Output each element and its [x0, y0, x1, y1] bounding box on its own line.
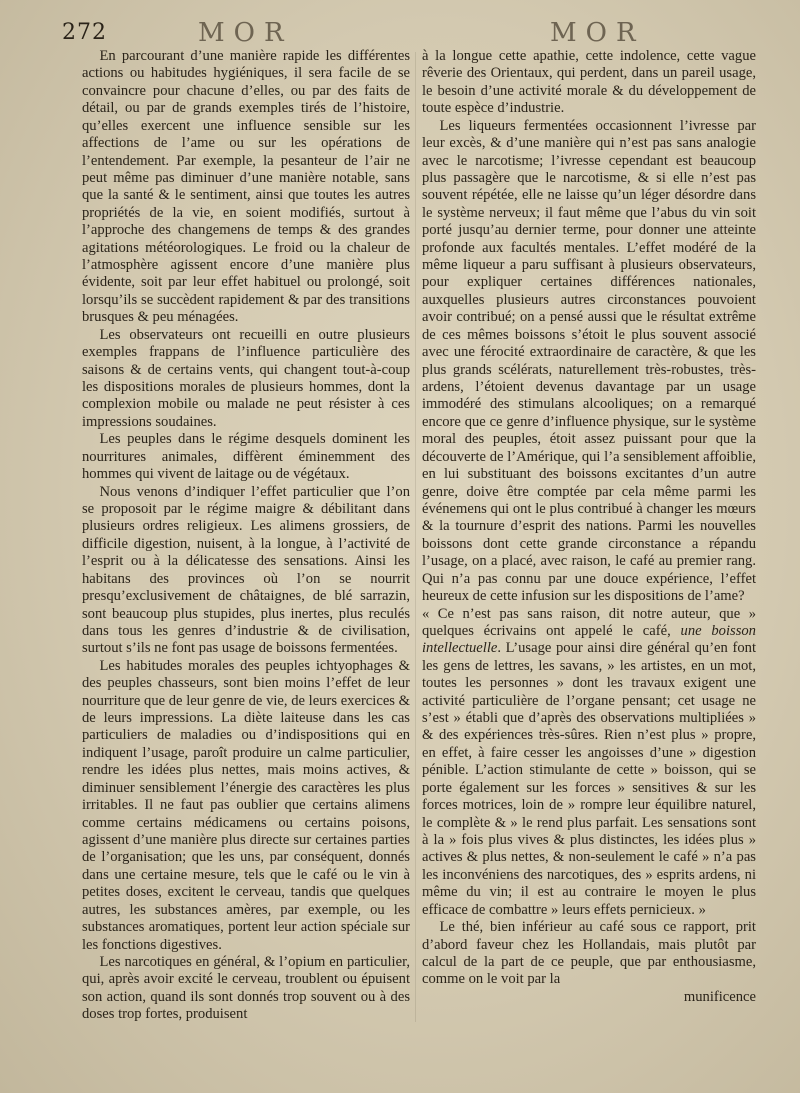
- quotation-text: . L’usage pour ainsi dire général qu’en font les gens de lettres, les savans, » les artistes, en un mot, toutes les personnes » dont les travaux exigent une activité particulière de l’organe pensant; cet usage ne s’est » établi que d’après des observations multipliées » & des expériences très-sûres. Rien n’est plus » propre, en effet, à faire cesser les angoisses d’une » digestion pénible. L’action stimulante de cette » boisson, qui se porte également sur les forces » sensitives & sur les forces motrices, loin de » rompre leur équilibre naturel, le complète & » le rend plus parfait. Les sensations sont à la » fois plus vives & plus distinctes, les idées plus » actives & plus nettes, & non-seulement le café » n’a pas les inconvéniens des narcotiques, des » esprits ardens, ni même du vin; il est au contraire le moyen le plus efficace de combattre » leurs effets pernicieux. »: [422, 640, 756, 918]
- paragraph: Les liqueurs fermentées occasionnent l’ivresse par leur excès, & d’une manière qui n’est pas sans analogie avec le narcotisme; l’ivresse cependant est beaucoup plus passagère que le narcotisme, & si elle n’est pas souvent répétée, elle ne laisse qu’un léger désordre dans le système nerveux; il faut même que l’abus du vin soit porté jusqu’au dernier terme, pour donner une atteinte profonde aux facultés mentales. L’effet modéré de la même liqueur a paru suffisant à plusieurs observateurs, pour expliquer certaines différences nationales, auxquelles plusieurs autres circonstances pouvoient avoir contribué; on a pensé aussi que le résultat extrême de ces mêmes boissons s’étoit le plus souvent associé avec une férocité extraordinaire de caractère, & que les plus grands scélérats, naturellement très-robustes, très-ardens, l’étoient devenus davantage par un usage immodéré des stimulans alcooliques; on a remarqué encore que ce genre d’influence physique, sur le système moral des peuples, étoit assez puissant pour que la découverte de l’Amérique, qui l’a sensiblement affoiblie, en lui substituant des boissons excitantes d’un autre genre, doive être comptée par cela même parmi les événemens qui ont le plus contribué à changer les mœurs & la tournure d’esprit des nations. Parmi les nouvelles boissons dont cette grande circonstance a répandu l’usage, on a placé, avec raison, le café au premier rang. Qui n’a pas connu par une douce expérience, l’effet heureux de cette infusion sur les dispositions de l’ame?: [422, 117, 756, 605]
- paragraph: Les habitudes morales des peuples ichtyophages & des peuples chasseurs, sont bien moins l’effet de leur nourriture que de leur genre de vie, de leurs exercices & de leurs impressions. La diète laiteuse dans les cas particuliers de maladies ou d’indispositions qui en indiquent l’usage, paroît produire un calme particulier, rendre les idées plus nettes, mais moins actives, & diminuer sensiblement l’énergie des caractères les plus irritables. Il ne faut pas oublier que certains alimens comme certains médicamens ou certains poisons, agissent d’une manière plus directe sur certaines parties de l’organisation; que les uns, par conséquent, donnés dans une certaine mesure, tels que le café ou le vin à petites doses, excitent le cerveau, tandis que quelques autres, les substances amères, par exemple, ou les substances aromatiques, portent leur action spéciale sur les fonctions digestives.: [82, 657, 410, 953]
- paragraph: Les observateurs ont recueilli en outre plusieurs exemples frappans de l’influence particulière des saisons & de certains vents, qui changent tout-à-coup les dispositions morales de plusieurs hommes, dont la complexion mobile ou malade ne peut résister à ces impressions soudaines.: [82, 326, 410, 430]
- quotation-text: « Ce n’est pas sans raison, dit notre auteur, que » quelques écrivains ont appelé le café,: [422, 605, 756, 639]
- page-header: [0, 14, 800, 50]
- running-head-left: MOR: [198, 18, 293, 48]
- paragraph: Les narcotiques en général, & l’opium en particulier, qui, après avoir excité le cerveau, troublent ou épuisent son action, quand ils sont donnés trop souvent ou à des doses trop fortes, produisent: [82, 953, 410, 1023]
- quotation: [422, 606, 756, 920]
- catchword: munificence: [683, 988, 756, 1005]
- paragraph: Nous venons d’indiquer l’effet particulier que l’on se proposoit par le régime maigre & débilitant dans plusieurs ordres religieux. Les alimens grossiers, de difficile digestion, nuisent, à la longue, à l’activité de l’esprit ou à la délicatesse des sensations. Ainsi les habitans des provinces où l’on se nourrit presqu’exclusivement de châtaignes, de blé sarrazin, sont beaucoup plus stupides, plus inertes, plus reculés dans tous les genres d’industrie & de civilisation, surtout s’ils ne font pas usage de boissons fermentées.: [82, 483, 410, 657]
- running-head-right: MOR: [550, 18, 645, 48]
- paragraph-continued: à la longue cette apathie, cette indolence, cette vague rêverie des Orientaux, qui perdent, dans un pareil usage, le besoin d’une activité morale & du développement de toute espèce d’industrie.: [422, 48, 756, 117]
- paragraph: En parcourant d’une manière rapide les différentes actions ou habitudes hygiéniques, il sera facile de se convaincre pour chacune d’elles, ou par des faits de détail, ou par de grands exemples tirés de l’histoire, qu’elles exercent une influence sensible sur les affections de l’ame ou sur les opérations de l’entendement. Par exemple, la pesanteur de l’air ne peut même pas diminuer d’une manière notable, sans que la santé & le sentiment, ainsi que toutes les autres propriétés de la vie, en soient modifiés, surtout à l’approche des changemens de temps & des grandes agitations météorologiques. Le froid ou la chaleur de l’atmosphère agissent encore d’une manière plus évidente, soit par leur effet habituel ou prolongé, soit lorsqu’ils se succèdent rapidement & par des transitions brusques & peu ménagées.: [82, 48, 410, 326]
- column-gutter: [415, 52, 416, 1022]
- paragraph: Le thé, bien inférieur au café sous ce rapport, prit d’abord faveur chez les Hollandais, mais plutôt par calcul de la part de ce peuple, que par enthousiasme, comme on le voit par la: [422, 919, 756, 988]
- page-number: 272: [62, 20, 107, 45]
- right-column: [422, 48, 756, 1006]
- left-column: [82, 48, 410, 1024]
- quotation-italic: une boisson intellectuelle: [422, 622, 756, 657]
- paragraph: Les peuples dans le régime desquels dominent les nourritures animales, diffèrent éminemment des hommes qui vivent de laitage ou de végétaux.: [82, 431, 410, 483]
